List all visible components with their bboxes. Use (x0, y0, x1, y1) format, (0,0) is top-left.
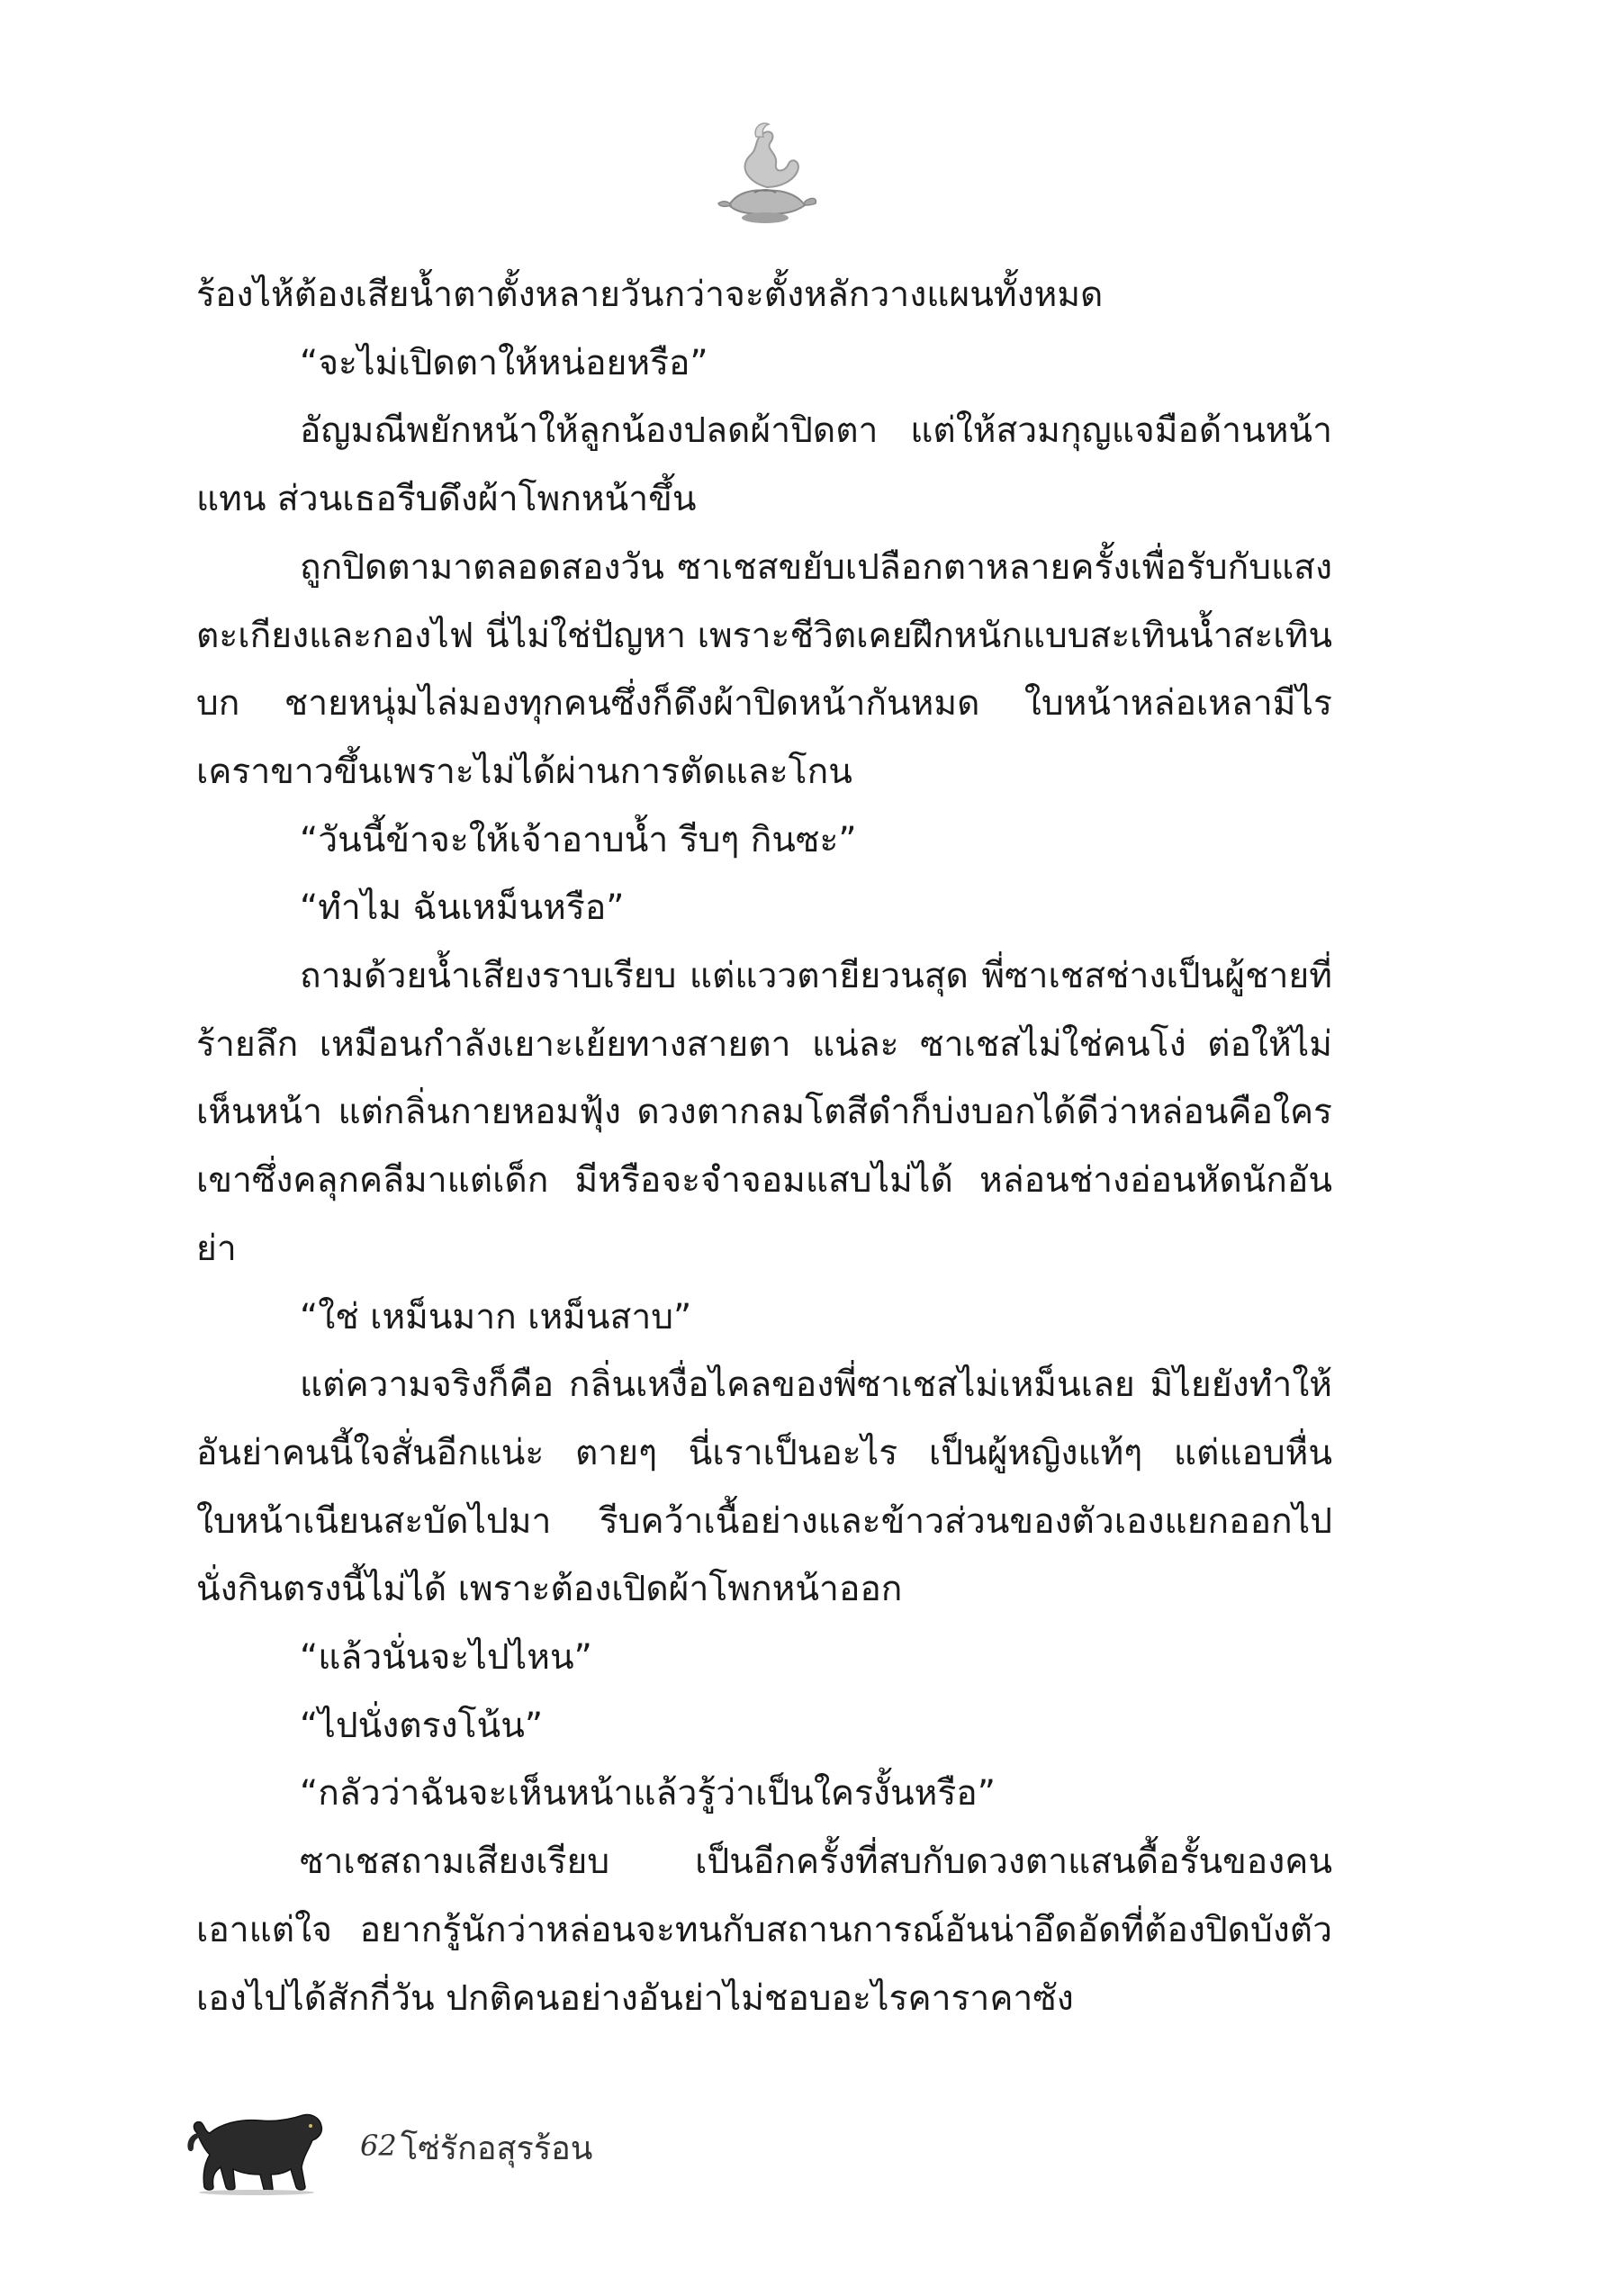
paragraph: “ไปนั่งตรงโน้น” (300, 1705, 544, 1746)
genie-lamp-icon (711, 117, 819, 230)
paragraph: “กลัวว่าฉันจะเห็นหน้าแล้วรู้ว่าเป็นใครงั้นหรือ” (300, 1773, 996, 1814)
paragraph: “วันนี้ข้าจะให้เจ้าอาบน้ำ รีบๆ กินซะ” (300, 819, 857, 860)
paragraph: ร้องไห้ต้องเสียน้ำตาตั้งหลายวันกว่าจะตั้งหลักวางแผนทั้งหมด (196, 275, 1104, 315)
paragraph: “จะไม่เปิดตาให้หน่อยหรือ” (300, 342, 708, 383)
paragraph: “แล้วนั่นจะไปไหน” (300, 1637, 592, 1679)
paragraph: ถูกปิดตามาตลอดสองวัน ซาเชสขยับเปลือกตาหลายครั้งเพื่อรับกับแสงตะเกียงและกองไฟ นี่ไม่ใช่ปัญหา เพราะชีวิตเคยฝึกหนักแบบสะเทินน้ำสะเทินบก ชายหนุ่มไล่มองทุกคนซึ่งก็ดึงผ้าปิดหน้ากันหมด ใบหน้าหล่อเหลามีไรเคราขาวขึ้นเพราะไม่ได้ผ่านการตัดและโกน (196, 546, 1332, 792)
page-number: 62 (360, 2129, 397, 2163)
paragraph: “ใช่ เหม็นมาก เหม็นสาบ” (300, 1296, 692, 1337)
black-panther-icon (185, 2097, 329, 2196)
book-title: โซ่รักอสุรร้อน (401, 2130, 593, 2167)
paragraph: แต่ความจริงก็คือ กลิ่นเหงื่อไคลของพี่ซาเชสไม่เหม็นเลย มิไยยังทำให้อันย่าคนนี้ใจสั่นอีกแน่ะ ตายๆ นี่เราเป็นอะไร เป็นผู้หญิงแท้ๆ แต่แอบหื่น ใบหน้าเนียนสะบัดไปมา รีบคว้าเนื้อย่างและข้าวส่วนของตัวเองแยกออกไป นั่งกินตรงนี้ไม่ได้ เพราะต้องเปิดผ้าโพกหน้าออก (196, 1364, 1332, 1610)
paragraph: ซาเชสถามเสียงเรียบ เป็นอีกครั้งที่สบกับดวงตาแสนดื้อรั้นของคนเอาแต่ใจ อยากรู้นักว่าหล่อนจะทนกับสถานการณ์อันน่าอึดอัดที่ต้องปิดบังตัวเองไปได้สักกี่วัน ปกติคนอย่างอันย่าไม่ชอบอะไรคาราคาซัง (196, 1841, 1332, 2019)
body-text (196, 261, 1332, 2032)
paragraph: ถามด้วยน้ำเสียงราบเรียบ แต่แววตายียวนสุด พี่ซาเชสช่างเป็นผู้ชายที่ร้ายลึก เหมือนกำลังเยาะเย้ยทางสายตา แน่ละ ซาเชสไม่ใช่คนโง่ ต่อให้ไม่เห็นหน้า แต่กลิ่นกายหอมฟุ้ง ดวงตากลมโตสีดำก็บ่งบอกได้ดีว่าหล่อนคือใคร เขาซึ่งคลุกคลีมาแต่เด็ก มีหรือจะจำจอมแสบไม่ได้ หล่อนช่างอ่อนหัดนักอันย่า (196, 956, 1332, 1269)
paragraph: อัญมณีพยักหน้าให้ลูกน้องปลดผ้าปิดตา แต่ให้สวมกุญแจมือด้านหน้าแทน ส่วนเธอรีบดึงผ้าโพกหน้าขึ้น (196, 410, 1332, 520)
page-footer (185, 2097, 725, 2196)
paragraph: “ทำไม ฉันเหม็นหรือ” (300, 887, 625, 929)
